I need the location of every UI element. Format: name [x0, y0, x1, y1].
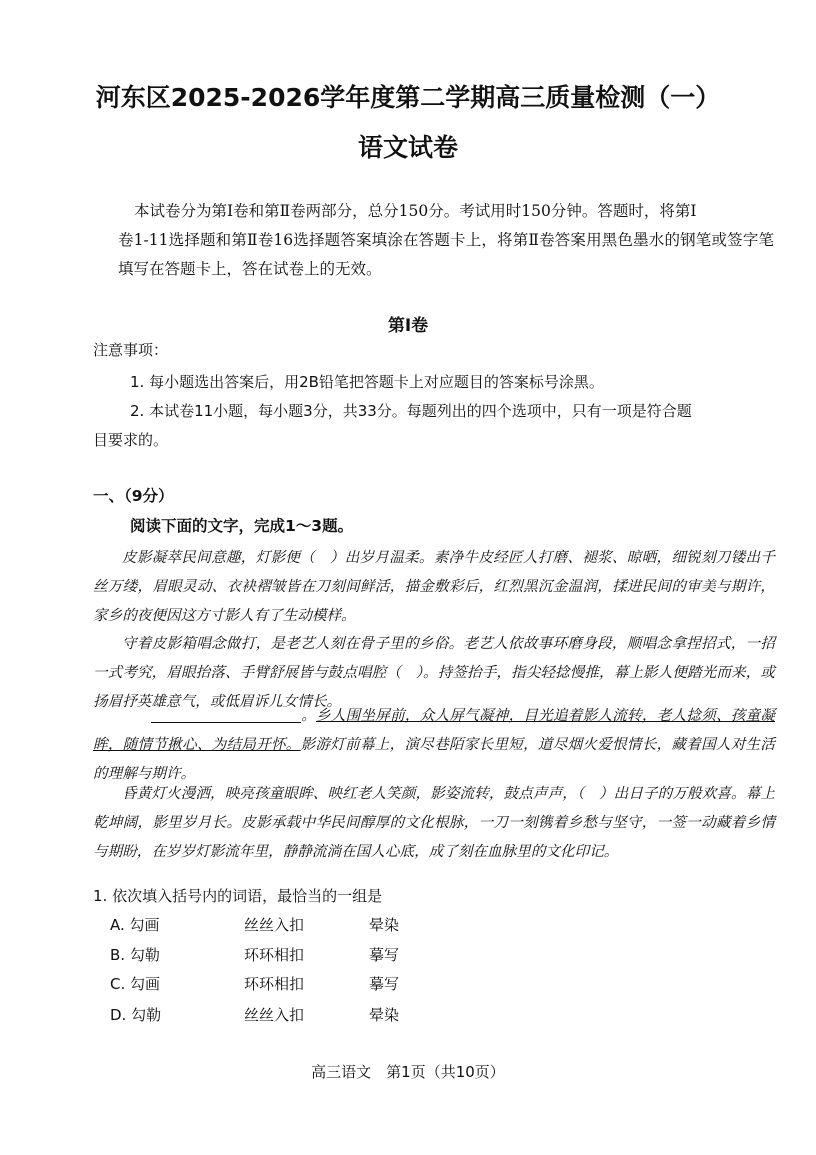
option-c-word-3: 摹写 — [369, 975, 400, 993]
option-d-word-3: 晕染 — [369, 1006, 400, 1024]
underlined-sentence: 乡人围坐屏前，众人屏气凝神，目光追着影人流转，老人捻须、孩童凝眸，随情节揪心、为结局开怀。 — [93, 707, 775, 753]
notice-item-2-continued: 目要求的。 — [93, 431, 169, 449]
passage-paragraph-3: 。乡人围坐屏前，众人屏气凝神，目光追着影人流转，老人捻须、孩童凝眸，随情节揪心、为结局开怀。影游灯前幕上，演尽巷陌家长里短，道尽烟火爱恨情长，藏着国人对生活的理解与期许。 — [93, 701, 775, 788]
intro-line-1: 本试卷分为第Ⅰ卷和第Ⅱ卷两部分，总分150分。考试用时150分钟。答题时，将第Ⅰ — [134, 202, 697, 220]
option-a-word-3: 晕染 — [369, 916, 400, 934]
option-d-word-1: D. 勾勒 — [110, 1006, 162, 1024]
option-b-word-2: 环环相扣 — [244, 946, 305, 964]
notice-item-1: 1. 每小题选出答案后，用2B铅笔把答题卡上对应题目的答案标号涂黑。 — [130, 373, 604, 391]
option-c-word-2: 环环相扣 — [244, 975, 305, 993]
option-a-word-2: 丝丝入扣 — [244, 916, 305, 934]
exam-subtitle: 语文试卷 — [357, 133, 458, 162]
answer-blank — [151, 704, 301, 723]
option-b-word-1: B. 勾勒 — [110, 946, 160, 964]
option-c-word-1: C. 勾画 — [110, 975, 161, 993]
option-b-word-3: 摹写 — [369, 946, 400, 964]
passage-paragraph-4: 昏黄灯火漫洒，映亮孩童眼眸、映红老人笑颜，影姿流转，鼓点声声，（ ）出日子的万般欢喜。幕上乾坤阔，影里岁月长。皮影承载中华民间醇厚的文化根脉，一刀一刻镌着乡愁与坚守，一签一动藏着乡情与期盼，在岁岁灯影流年里，静静流淌在国人心底，成了刻在血脉里的文化印记。 — [93, 785, 775, 860]
section-title: 第Ⅰ卷 — [387, 316, 429, 336]
paragraph-3-tail: 影游灯前幕上，演尽巷陌家长里短，道尽烟火爱恨情长，藏着国人对生活的理解与期许。 — [93, 736, 775, 782]
page-footer: 高三语文 第1页（共10页） — [311, 1063, 505, 1081]
part-one-heading: 一、（9分） — [93, 487, 174, 505]
intro-rest: 卷1-11选择题和第Ⅱ卷16选择题答案填涂在答题卡上，将第Ⅱ卷答案用黑色墨水的钢笔或签字笔填写在答题卡上，答在试卷上的无效。 — [118, 231, 774, 278]
option-a-word-1: A. 勾画 — [110, 916, 160, 934]
reading-instruction: 阅读下面的文字，完成1～3题。 — [130, 517, 354, 535]
option-d-word-2: 丝丝入扣 — [244, 1006, 305, 1024]
notice-item-2: 2. 本试卷11小题，每小题3分，共33分。每题列出的四个选项中，只有一项是符合题 — [130, 402, 692, 420]
passage-paragraph-2: 守着皮影箱唱念做打，是老艺人刻在骨子里的乡俗。老艺人依故事环磨身段，顺唱念拿捏招式，一招一式考究，眉眼抬落、手臂舒展皆与鼓点唱腔（ ）。持签抬手，指尖轻捻慢推，幕上影人便踏光而来，或扬眉抒英雄意气，或低眉诉儿女情长。 — [93, 635, 775, 710]
question-1-stem: 1. 依次填入括号内的词语，最恰当的一组是 — [93, 887, 383, 905]
passage-paragraph-1: 皮影凝萃民间意趣，灯影便（ ）出岁月温柔。素净牛皮经匠人打磨、褪浆、晾晒，细锐刻刀镂出千丝万缕，眉眼灵动、衣袂褶皱皆在刀刻间鲜活，描金敷彩后，红烈黑沉金温润，揉进民间的审美与期许，家乡的夜便因这方寸影人有了生动模样。 — [93, 549, 775, 624]
exam-title: 河东区2025-2026学年度第二学期高三质量检测（一） — [95, 83, 721, 112]
notice-heading: 注意事项： — [93, 341, 169, 359]
